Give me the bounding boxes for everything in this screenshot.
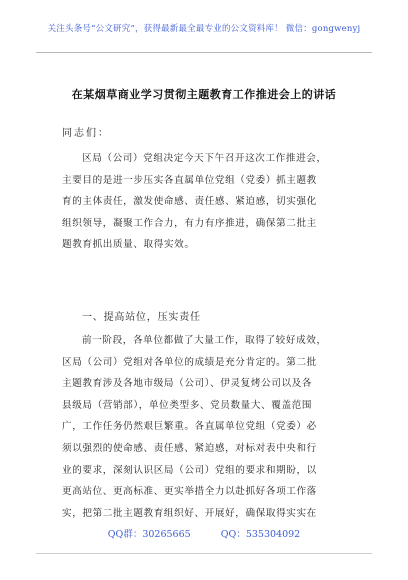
header-note: 关注头条号“公文研究”，获得最新最全最专业的公文资料库！ 微信：gongwenyj [47,24,361,34]
paragraph-line: 更高站位、更高标准、更实举措全力以赴抓好各项工作落 [62,486,317,498]
paragraph-line: 区局（公司）党组决定今天下午召开这次工作推进会， [82,153,327,164]
paragraph-line: 前一阶段，各单位都做了大量工作，取得了较好成效， [82,335,327,346]
footer-divider [36,553,372,554]
header-divider [36,52,372,53]
paragraph-section-one [62,330,348,524]
paragraph-line: 实，把第二批主题教育组织好、开展好，确保取得实实在 [62,507,317,519]
footer-qq-group: QQ群：30265665 [107,529,191,540]
paragraph-line: 题教育抓出质量、取得实效。 [62,239,195,251]
footer-contact [0,526,408,540]
paragraph-line: 广，工作任务仍然艰巨繁重。各直属单位党组（党委）必 [62,421,317,433]
paragraph-line: 区局（公司）党组对各单位的成绩是充分肯定的。第二批 [62,356,317,368]
paragraph-line: 县级局（营销部），单位类型多、党员数量大、覆盖范围 [62,399,313,411]
paragraph-line: 主要目的是进一步压实各直属单位党组（党委）抓主题教 [62,174,317,186]
paragraph-line: 主题教育涉及各地市级局（公司）、伊灵复烤公司以及各 [62,378,313,390]
salutation: 同志们： [62,128,110,139]
paragraph-line: 须以强烈的使命感、责任感、紧迫感，对标对表中央和行 [62,442,317,454]
paragraph-intro [62,148,348,256]
document-title: 在某烟草商业学习贯彻主题教育工作推进会上的讲话 [71,88,337,101]
paragraph-line: 组织领导，凝聚工作合力，有力有序推进，确保第二批主 [62,217,317,229]
section-heading: 一、提高站位，压实责任 [82,312,201,323]
paragraph-line: 业的要求，深刻认识区局（公司）党组的要求和期盼，以 [62,464,317,476]
footer-qq: QQ：535304092 [220,529,301,540]
paragraph-line: 育的主体责任，激发使命感、责任感、紧迫感，切实强化 [62,196,317,208]
